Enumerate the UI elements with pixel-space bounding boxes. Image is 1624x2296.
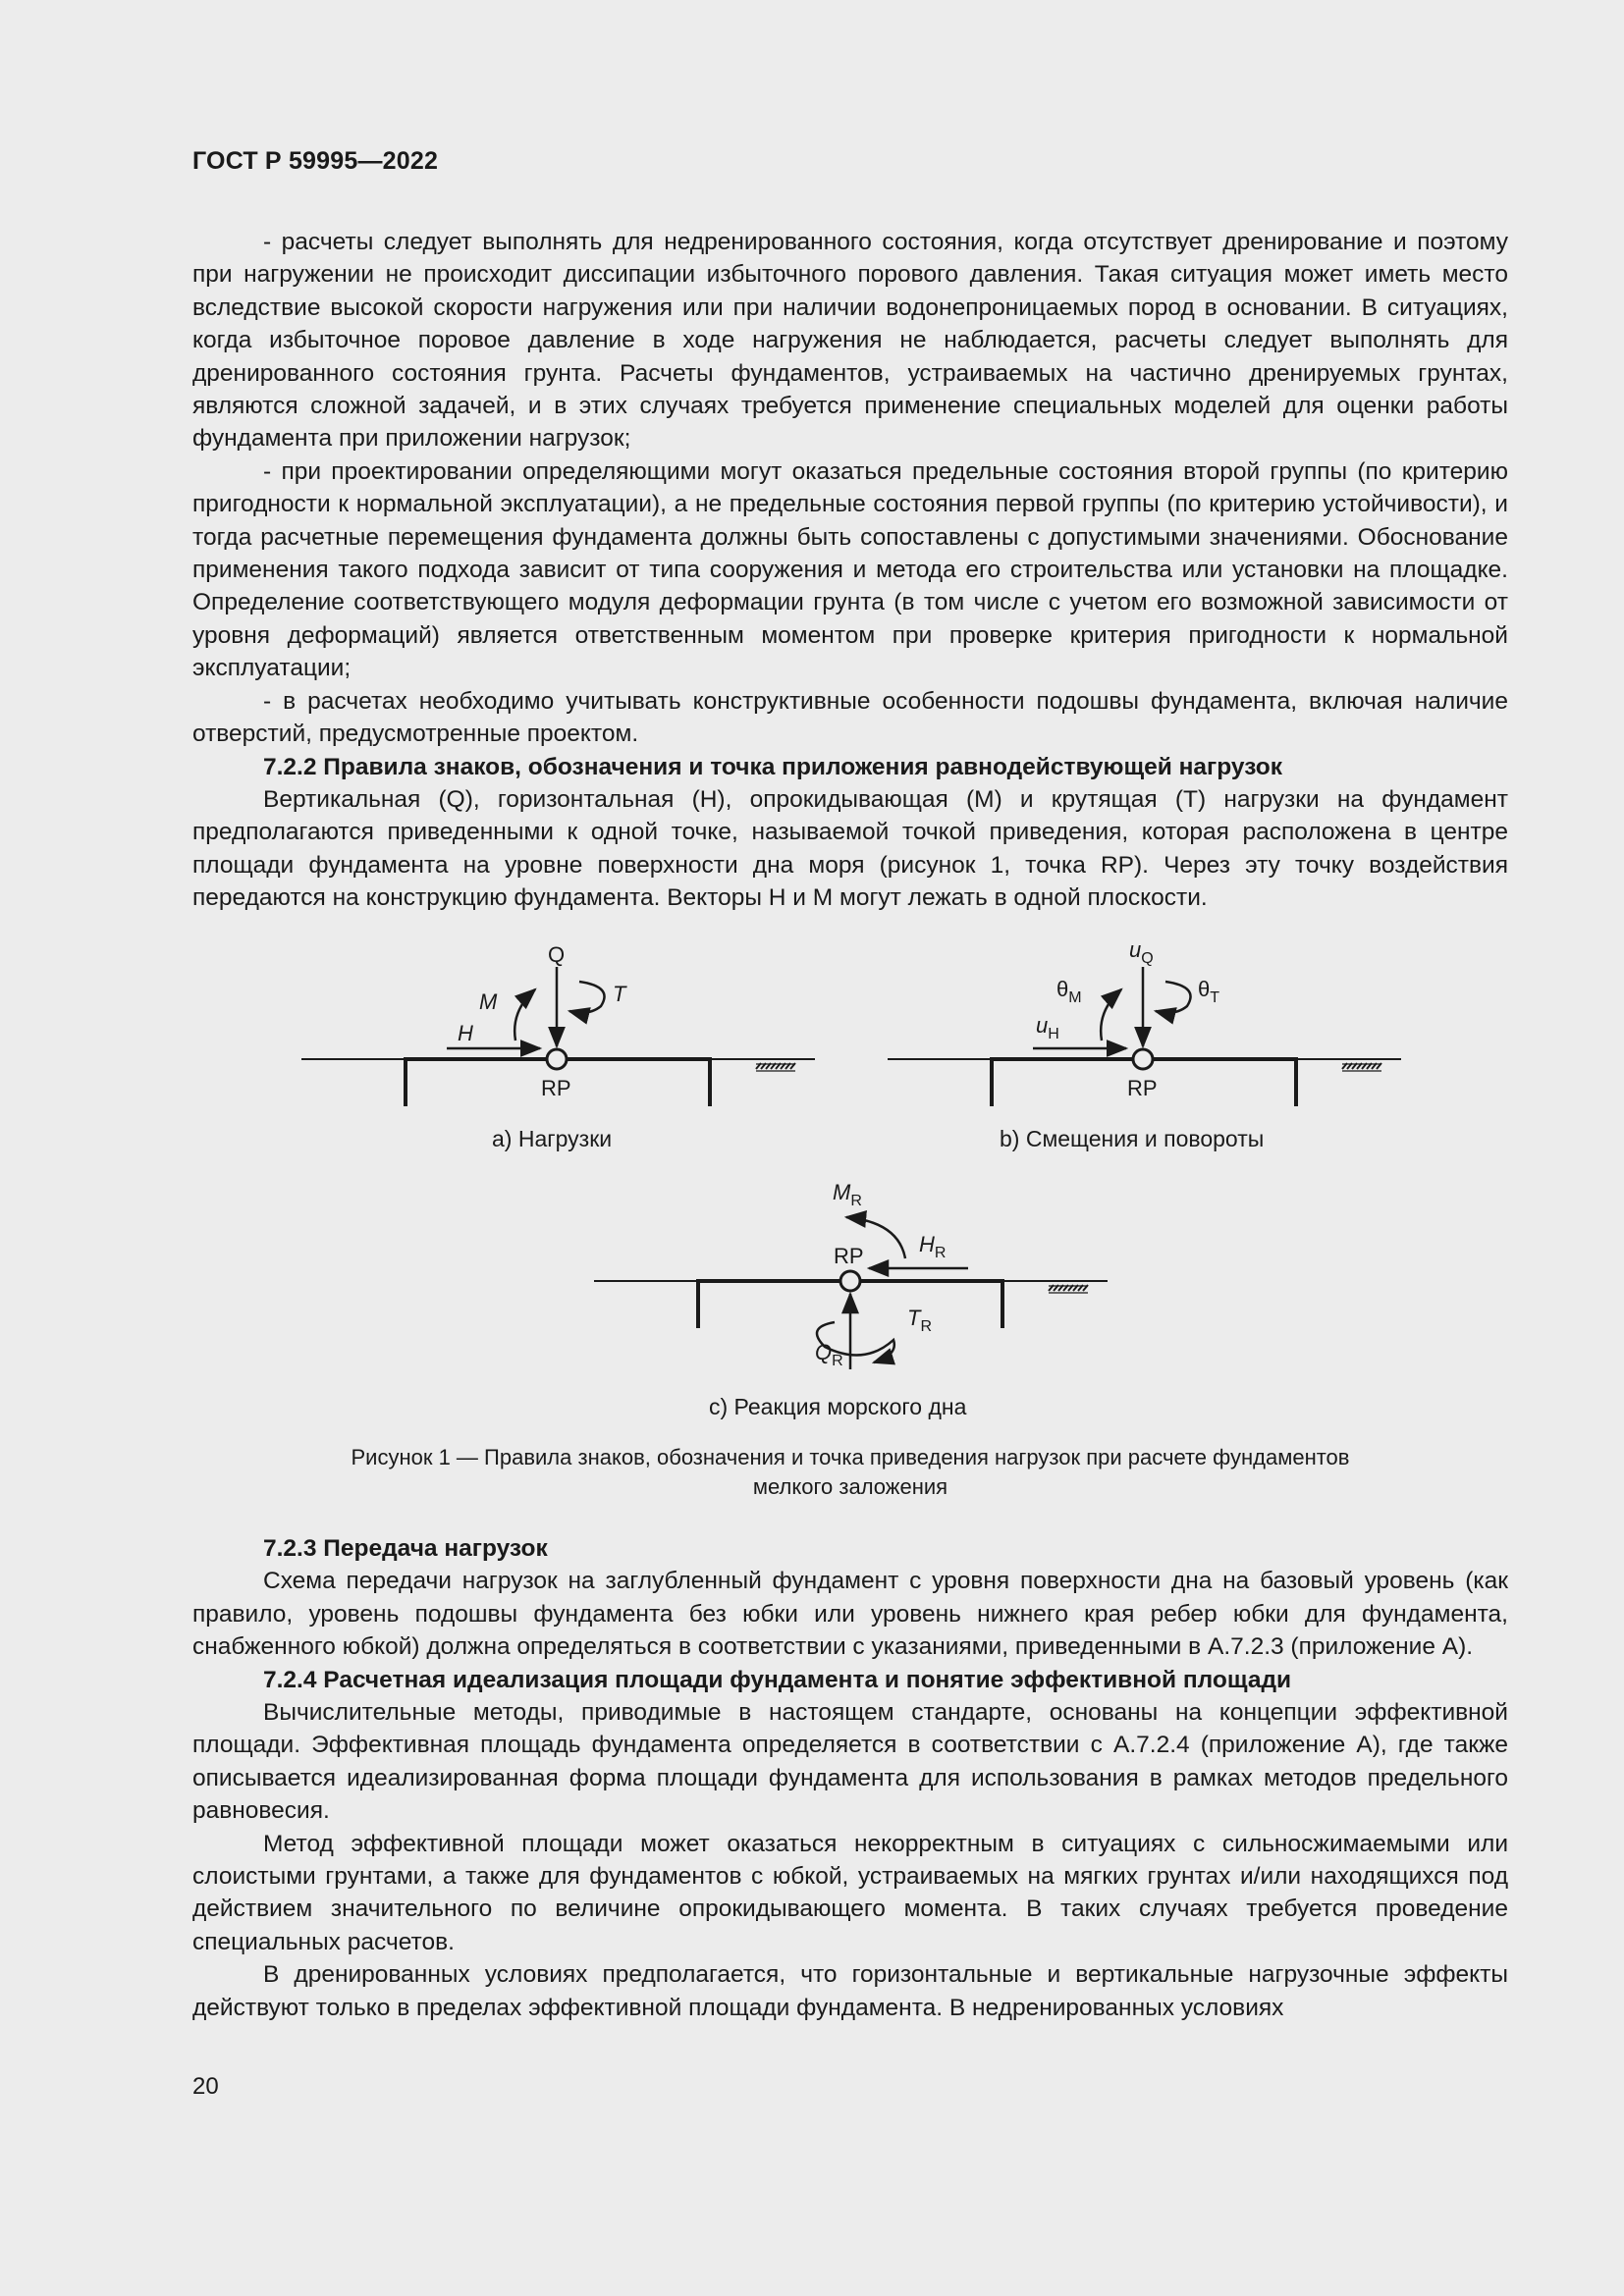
foundation-outline bbox=[992, 1059, 1296, 1106]
label-uQ: $u_Q$ bbox=[1129, 937, 1154, 967]
label-RP: RP bbox=[541, 1076, 571, 1100]
MR-arrow bbox=[846, 1217, 905, 1258]
paragraph: - расчеты следует выполнять для недренированного состояния, когда отсутствует дренирование и поэтому при нагружении не происходит диссипации избыточного порового давления. Такая ситуация может иметь место вследствие высокой скорости нагружения или при наличии водонепроницаемых пород в основании. В ситуациях, когда избыточное поровое давление в ходе нагружения не наблюдается, расчеты следует выполнять для дренированного состояния грунта. Расчеты фундаментов, устраиваемых на частично дренируемых грунтах, являются сложной задачей, и в этих случаях требуется применение специальных моделей для оценки работы фундамента при приложении нагрузок; bbox=[192, 229, 1508, 453]
reference-point bbox=[547, 1049, 567, 1069]
panel-a bbox=[301, 942, 815, 1151]
label-H: H bbox=[458, 1021, 473, 1045]
label-M: M bbox=[479, 989, 498, 1014]
label-RP: RP bbox=[1127, 1076, 1158, 1100]
foundation-outline bbox=[698, 1281, 1002, 1328]
label-TR: $T_R$ bbox=[907, 1306, 933, 1335]
thetaM-arrow bbox=[1101, 989, 1121, 1041]
label-RP: RP bbox=[834, 1244, 864, 1268]
label-MR: $M_R$ bbox=[833, 1180, 862, 1209]
paragraph: Метод эффективной площади может оказаться некорректным в ситуациях с сильносжимаемыми или слоистыми грунтами, а также для фундаментов с юбкой, устраиваемых на мягких грунтах и/или находящихся под действием значительного по величине опрокидывающего момента. В таких случаях требуется проведение специальных расчетов. bbox=[192, 1830, 1508, 1955]
label-thetaM: $\theta_M$ bbox=[1056, 977, 1082, 1006]
paragraph: - при проектировании определяющими могут оказаться предельные состояния второй группы (по критерию пригодности к нормальной эксплуатации), а не предельные состояния первой группы (по критерию устойчивости), и тогда расчетные перемещения фундамента должны быть сопоставлены с допустимыми значениями. Обоснование применения такого подхода зависит от типа сооружения и метода его строительства или установки на площадке. Определение соответствующего модуля деформации грунта (в том числе с учетом его возможной зависимости от уровня деформаций) является ответственным моментом при проверке критерия пригодности к нормальной эксплуатации; bbox=[192, 457, 1508, 682]
reference-point bbox=[1133, 1049, 1153, 1069]
page-number: 20 bbox=[192, 2073, 219, 2100]
T-arrow bbox=[569, 982, 605, 1013]
caption-panel-a: а) Нагрузки bbox=[492, 1126, 613, 1151]
body-text-bottom bbox=[192, 1532, 1508, 2024]
soil-hatch bbox=[1049, 1285, 1088, 1293]
figure-caption-line2: мелкого заложения bbox=[752, 1474, 948, 1499]
label-QR: $Q_R$ bbox=[815, 1340, 843, 1369]
section-heading-724: 7.2.4 Расчетная идеализация площади фундамента и понятие эффективной площади bbox=[263, 1666, 1292, 1693]
caption-panel-b: b) Смещения и повороты bbox=[1000, 1126, 1265, 1151]
thetaT-arrow bbox=[1156, 982, 1191, 1013]
soil-hatch bbox=[1342, 1063, 1381, 1071]
figure-caption bbox=[192, 1443, 1508, 1502]
paragraph: Схема передачи нагрузок на заглубленный фундамент с уровня поверхности дна на базовый уровень (как правило, уровень подошвы фундамента без юбки или уровень нижнего края ребер юбки для фундамента, снабженного юбкой) должна определяться в соответствии с указаниями, приведенными в А.7.2.3 (приложение А). bbox=[192, 1568, 1508, 1661]
caption-panel-c: с) Реакция морского дна bbox=[709, 1394, 967, 1419]
label-T: T bbox=[613, 982, 626, 1006]
foundation-outline bbox=[406, 1059, 710, 1106]
body-text-top bbox=[192, 226, 1508, 915]
panel-b bbox=[888, 937, 1401, 1151]
figure-caption-line1: Рисунок 1 — Правила знаков, обозначения и точка приведения нагрузок при расчете фундаментов bbox=[351, 1445, 1350, 1469]
panel-c bbox=[594, 1180, 1108, 1419]
section-heading-723: 7.2.3 Передача нагрузок bbox=[263, 1535, 548, 1562]
M-arrow bbox=[514, 989, 535, 1041]
label-HR: $H_R$ bbox=[919, 1232, 947, 1261]
paragraph: В дренированных условиях предполагается, что горизонтальные и вертикальные нагрузочные эффекты действуют только в пределах эффективной площади фундамента. В недренированных условиях bbox=[192, 1961, 1508, 2021]
label-uH: $u_H$ bbox=[1036, 1013, 1059, 1042]
paragraph: Вертикальная (Q), горизонтальная (H), опрокидывающая (M) и крутящая (T) нагрузки на фундамент предполагаются приведенными к одной точке, называемой точкой приведения, которая расположена в центре площади фундамента на уровне поверхности дна моря (рисунок 1, точка RP). Через эту точку воздействия передаются на конструкцию фундамента. Векторы H и M могут лежать в одной плоскости. bbox=[192, 785, 1508, 912]
paragraph: - в расчетах необходимо учитывать конструктивные особенности подошвы фундамента, включая наличие отверстий, предусмотренные проектом. bbox=[192, 687, 1508, 748]
paragraph: Вычислительные методы, приводимые в настоящем стандарте, основаны на концепции эффективной площади. Эффективная площадь фундамента определяется в соответствии с А.7.2.4 (приложение А), где также описывается идеализированная форма площади фундамента для использования в рамках методов предельного равновесия. bbox=[192, 1699, 1508, 1825]
label-thetaT: $\theta_T$ bbox=[1198, 977, 1220, 1006]
reference-point bbox=[840, 1271, 860, 1291]
document-header: ГОСТ Р 59995—2022 bbox=[192, 147, 439, 175]
soil-hatch bbox=[756, 1063, 795, 1071]
label-Q: Q bbox=[548, 942, 566, 967]
section-heading-722: 7.2.2 Правила знаков, обозначения и точка приложения равнодействующей нагрузок bbox=[263, 753, 1282, 780]
TR-arrow bbox=[817, 1322, 894, 1362]
